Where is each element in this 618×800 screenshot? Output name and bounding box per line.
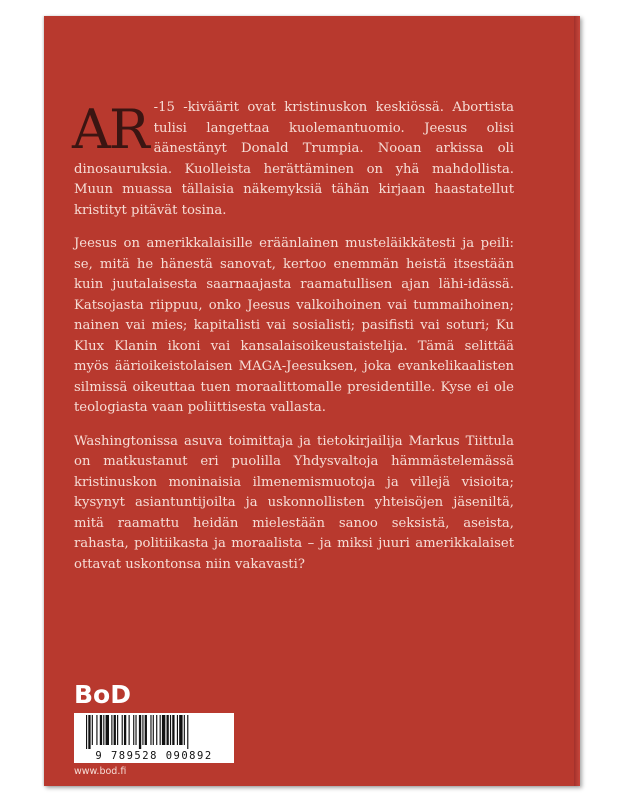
isbn-number: 9 789528 090892 <box>95 750 213 762</box>
publisher-website: www.bod.fi <box>74 766 127 777</box>
blurb-paragraph-2: Jeesus on amerikkalaisille eräänlainen musteläikkätesti ja peili: se, mitä he hänestä sanovat, kertoo enemmän heistä itsestään kuin juutalaisesta saarnaajasta raamatullisen ajan lähi-idässä. Katsojasta riippuu, onko Jeesus valkoihoinen vai tummaihoinen; nainen vai mies; kapitalisti vai sosialisti; pasifisti vai soturi; Ku Klux Klanin ikoni vai kansalaisoikeustaistelija. Tämä selittää myös äärioikeistolaisen MAGA-Jeesuksen, joka evankelikaalisten silmissä oikeuttaa tuen moraalittomalle presidentille. Kyse ei ole teologiasta vaan poliittisesta vallasta. <box>74 236 514 415</box>
publisher-logo: BoD <box>74 680 131 709</box>
drop-cap: AR <box>72 98 148 161</box>
blurb-text <box>74 98 514 588</box>
cover-edge <box>574 16 580 786</box>
blurb-paragraph-1 <box>74 98 514 221</box>
isbn-barcode <box>74 713 234 763</box>
barcode-icon <box>78 715 230 749</box>
blurb-paragraph-3: Washingtonissa asuva toimittaja ja tietokirjailija Markus Tiittula on matkustanut eri puolilla Yhdysvaltoja hämmästelemässä kristinuskon moninaisia ilmenemismuotoja ja villejä visioita; kysynyt asiantuntijoilta ja uskonnollisten yhteisöjen jäseniltä, mitä raamattu heidän mielestään sanoo seksistä, aseista, rahasta, politiikasta ja moraalista – ja miksi juuri amerikkalaiset ottavat uskontonsa niin vakavasti? <box>74 433 514 572</box>
blurb-paragraph-1-text: -15 -kiväärit ovat kristinuskon keskiössä. Abortista tulisi langettaa kuolemantuomio. Jeesus olisi äänestänyt Donald Trumpia. Nooan arkissa oli dinosauruksia. Kuolleista herättäminen on yhä mahdollista. Muun muassa tällaisia näkemyksiä tähän kirjaan haastatellut kristityt pitävät tosina. <box>74 100 514 218</box>
